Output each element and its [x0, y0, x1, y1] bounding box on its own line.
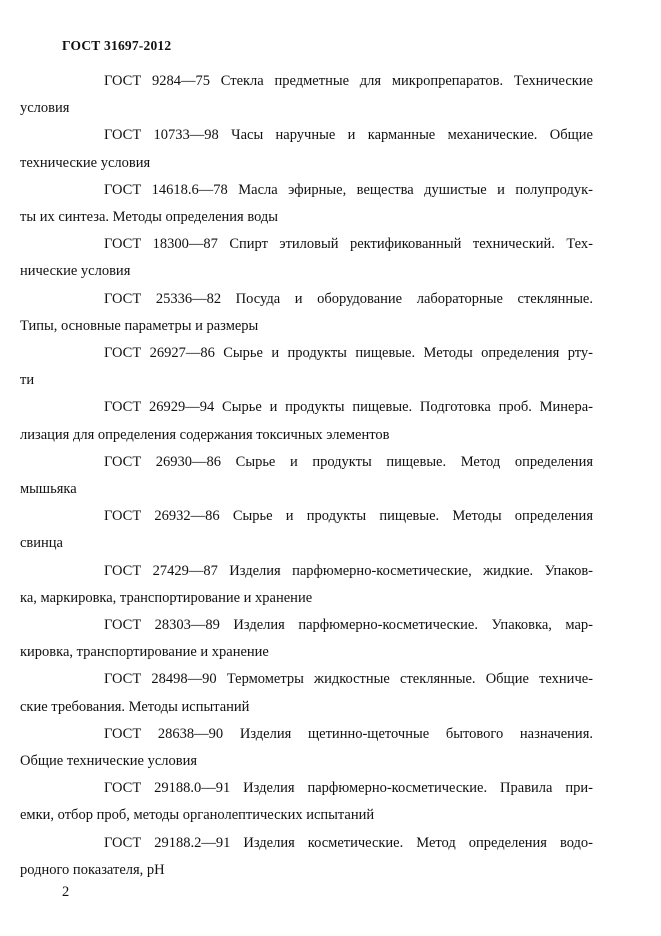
reference-item	[20, 721, 593, 775]
reference-line: ГОСТ 28498—90 Термометры жидкостные стеклянные. Общие техниче-	[104, 671, 593, 688]
reference-item	[20, 340, 593, 394]
reference-line: ГОСТ 26929—94 Сырье и продукты пищевые. Подготовка проб. Минера-	[104, 399, 593, 416]
reference-item	[20, 231, 593, 285]
reference-item	[20, 503, 593, 557]
reference-item	[20, 612, 593, 666]
reference-line: ГОСТ 29188.2—91 Изделия косметические. Метод определения водо-	[104, 834, 593, 851]
reference-line: ГОСТ 28638—90 Изделия щетинно-щеточные бытового назначения.	[104, 725, 593, 742]
reference-line: ГОСТ 26932—86 Сырье и продукты пищевые. Методы определения	[104, 508, 593, 525]
reference-line: ГОСТ 10733—98 Часы наручные и карманные механические. Общие	[104, 127, 593, 144]
reference-line-continuation: мышьяка	[20, 481, 77, 498]
reference-line: ГОСТ 28303—89 Изделия парфюмерно-косметические. Упаковка, мар-	[104, 617, 593, 634]
reference-line-continuation: свинца	[20, 535, 63, 552]
reference-line: ГОСТ 26927—86 Сырье и продукты пищевые. Методы определения рту-	[104, 345, 593, 362]
reference-item	[20, 68, 593, 122]
reference-line-continuation: Общие технические условия	[20, 753, 198, 770]
reference-line-continuation: лизация для определения содержания токсичных элементов	[20, 426, 390, 443]
reference-item	[20, 122, 593, 176]
reference-line-continuation: нические условия	[20, 263, 131, 280]
reference-item	[20, 394, 593, 448]
reference-line-continuation: Типы, основные параметры и размеры	[20, 317, 259, 334]
reference-line-continuation: условия	[20, 100, 70, 117]
page-number: 2	[62, 884, 70, 900]
reference-item	[20, 286, 593, 340]
reference-line-continuation: технические условия	[20, 154, 151, 171]
reference-line-continuation: ты их синтеза. Методы определения воды	[20, 209, 279, 226]
reference-item	[20, 666, 593, 720]
reference-item	[20, 830, 593, 884]
reference-line: ГОСТ 25336—82 Посуда и оборудование лабораторные стеклянные.	[104, 290, 593, 307]
reference-line-continuation: ские требования. Методы испытаний	[20, 698, 250, 715]
reference-item	[20, 775, 593, 829]
reference-line: ГОСТ 14618.6—78 Масла эфирные, вещества душистые и полупродук-	[104, 181, 593, 198]
reference-line-continuation: кировка, транспортирование и хранение	[20, 644, 269, 661]
reference-line-continuation: ка, маркировка, транспортирование и хранение	[20, 589, 313, 606]
reference-line-continuation: ти	[20, 372, 35, 389]
normative-references-list	[20, 68, 593, 884]
reference-line: ГОСТ 26930—86 Сырье и продукты пищевые. Метод определения	[104, 453, 593, 470]
reference-item	[20, 449, 593, 503]
reference-item	[20, 558, 593, 612]
reference-line-continuation: родного показателя, pH	[20, 861, 165, 878]
reference-line-continuation: емки, отбор проб, методы органолептических испытаний	[20, 807, 375, 824]
reference-item	[20, 177, 593, 231]
reference-line: ГОСТ 18300—87 Спирт этиловый ректификованный технический. Тех-	[104, 236, 593, 253]
reference-line: ГОСТ 27429—87 Изделия парфюмерно-косметические, жидкие. Упаков-	[104, 562, 593, 579]
reference-line: ГОСТ 29188.0—91 Изделия парфюмерно-косметические. Правила при-	[104, 780, 593, 797]
document-header: ГОСТ 31697-2012	[62, 38, 172, 53]
reference-line: ГОСТ 9284—75 Стекла предметные для микропрепаратов. Технические	[104, 73, 593, 89]
